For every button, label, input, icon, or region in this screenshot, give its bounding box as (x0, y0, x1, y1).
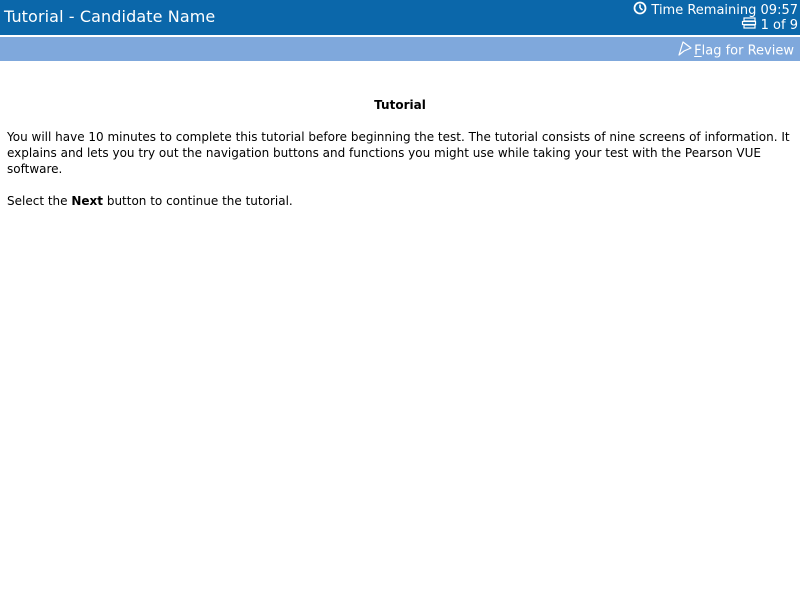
page-indicator-label: 1 of 9 (760, 18, 798, 33)
intro-paragraph: You will have 10 minutes to complete this tutorial before beginning the test. The tutorial consists of nine screens of information. It explains and lets you try out the navigation buttons and functions you might use while taking your test with the Pearson VUE software. (7, 130, 790, 176)
title-bar (0, 0, 800, 35)
status-block (598, 0, 798, 35)
instruction-paragraph (7, 193, 793, 209)
instruction-suffix: button to continue the tutorial. (103, 194, 293, 208)
next-keyword: Next (71, 194, 104, 208)
page-stack-icon (741, 17, 757, 34)
flag-icon (677, 40, 693, 62)
page-indicator (741, 17, 798, 33)
clock-icon (633, 1, 647, 20)
time-remaining (633, 1, 798, 17)
time-remaining-value: 09:57 (760, 3, 798, 18)
toolbar (0, 37, 800, 61)
app-title: Tutorial - Candidate Name (4, 7, 216, 26)
tutorial-content (7, 97, 793, 225)
instruction-prefix: Select the (7, 194, 72, 208)
flag-for-review-button[interactable] (677, 40, 794, 58)
page-title: Tutorial (374, 98, 426, 112)
time-remaining-label: Time Remaining (651, 3, 757, 18)
flag-label: lag for Review (701, 43, 794, 59)
flag-hotkey-letter: F (694, 43, 702, 59)
